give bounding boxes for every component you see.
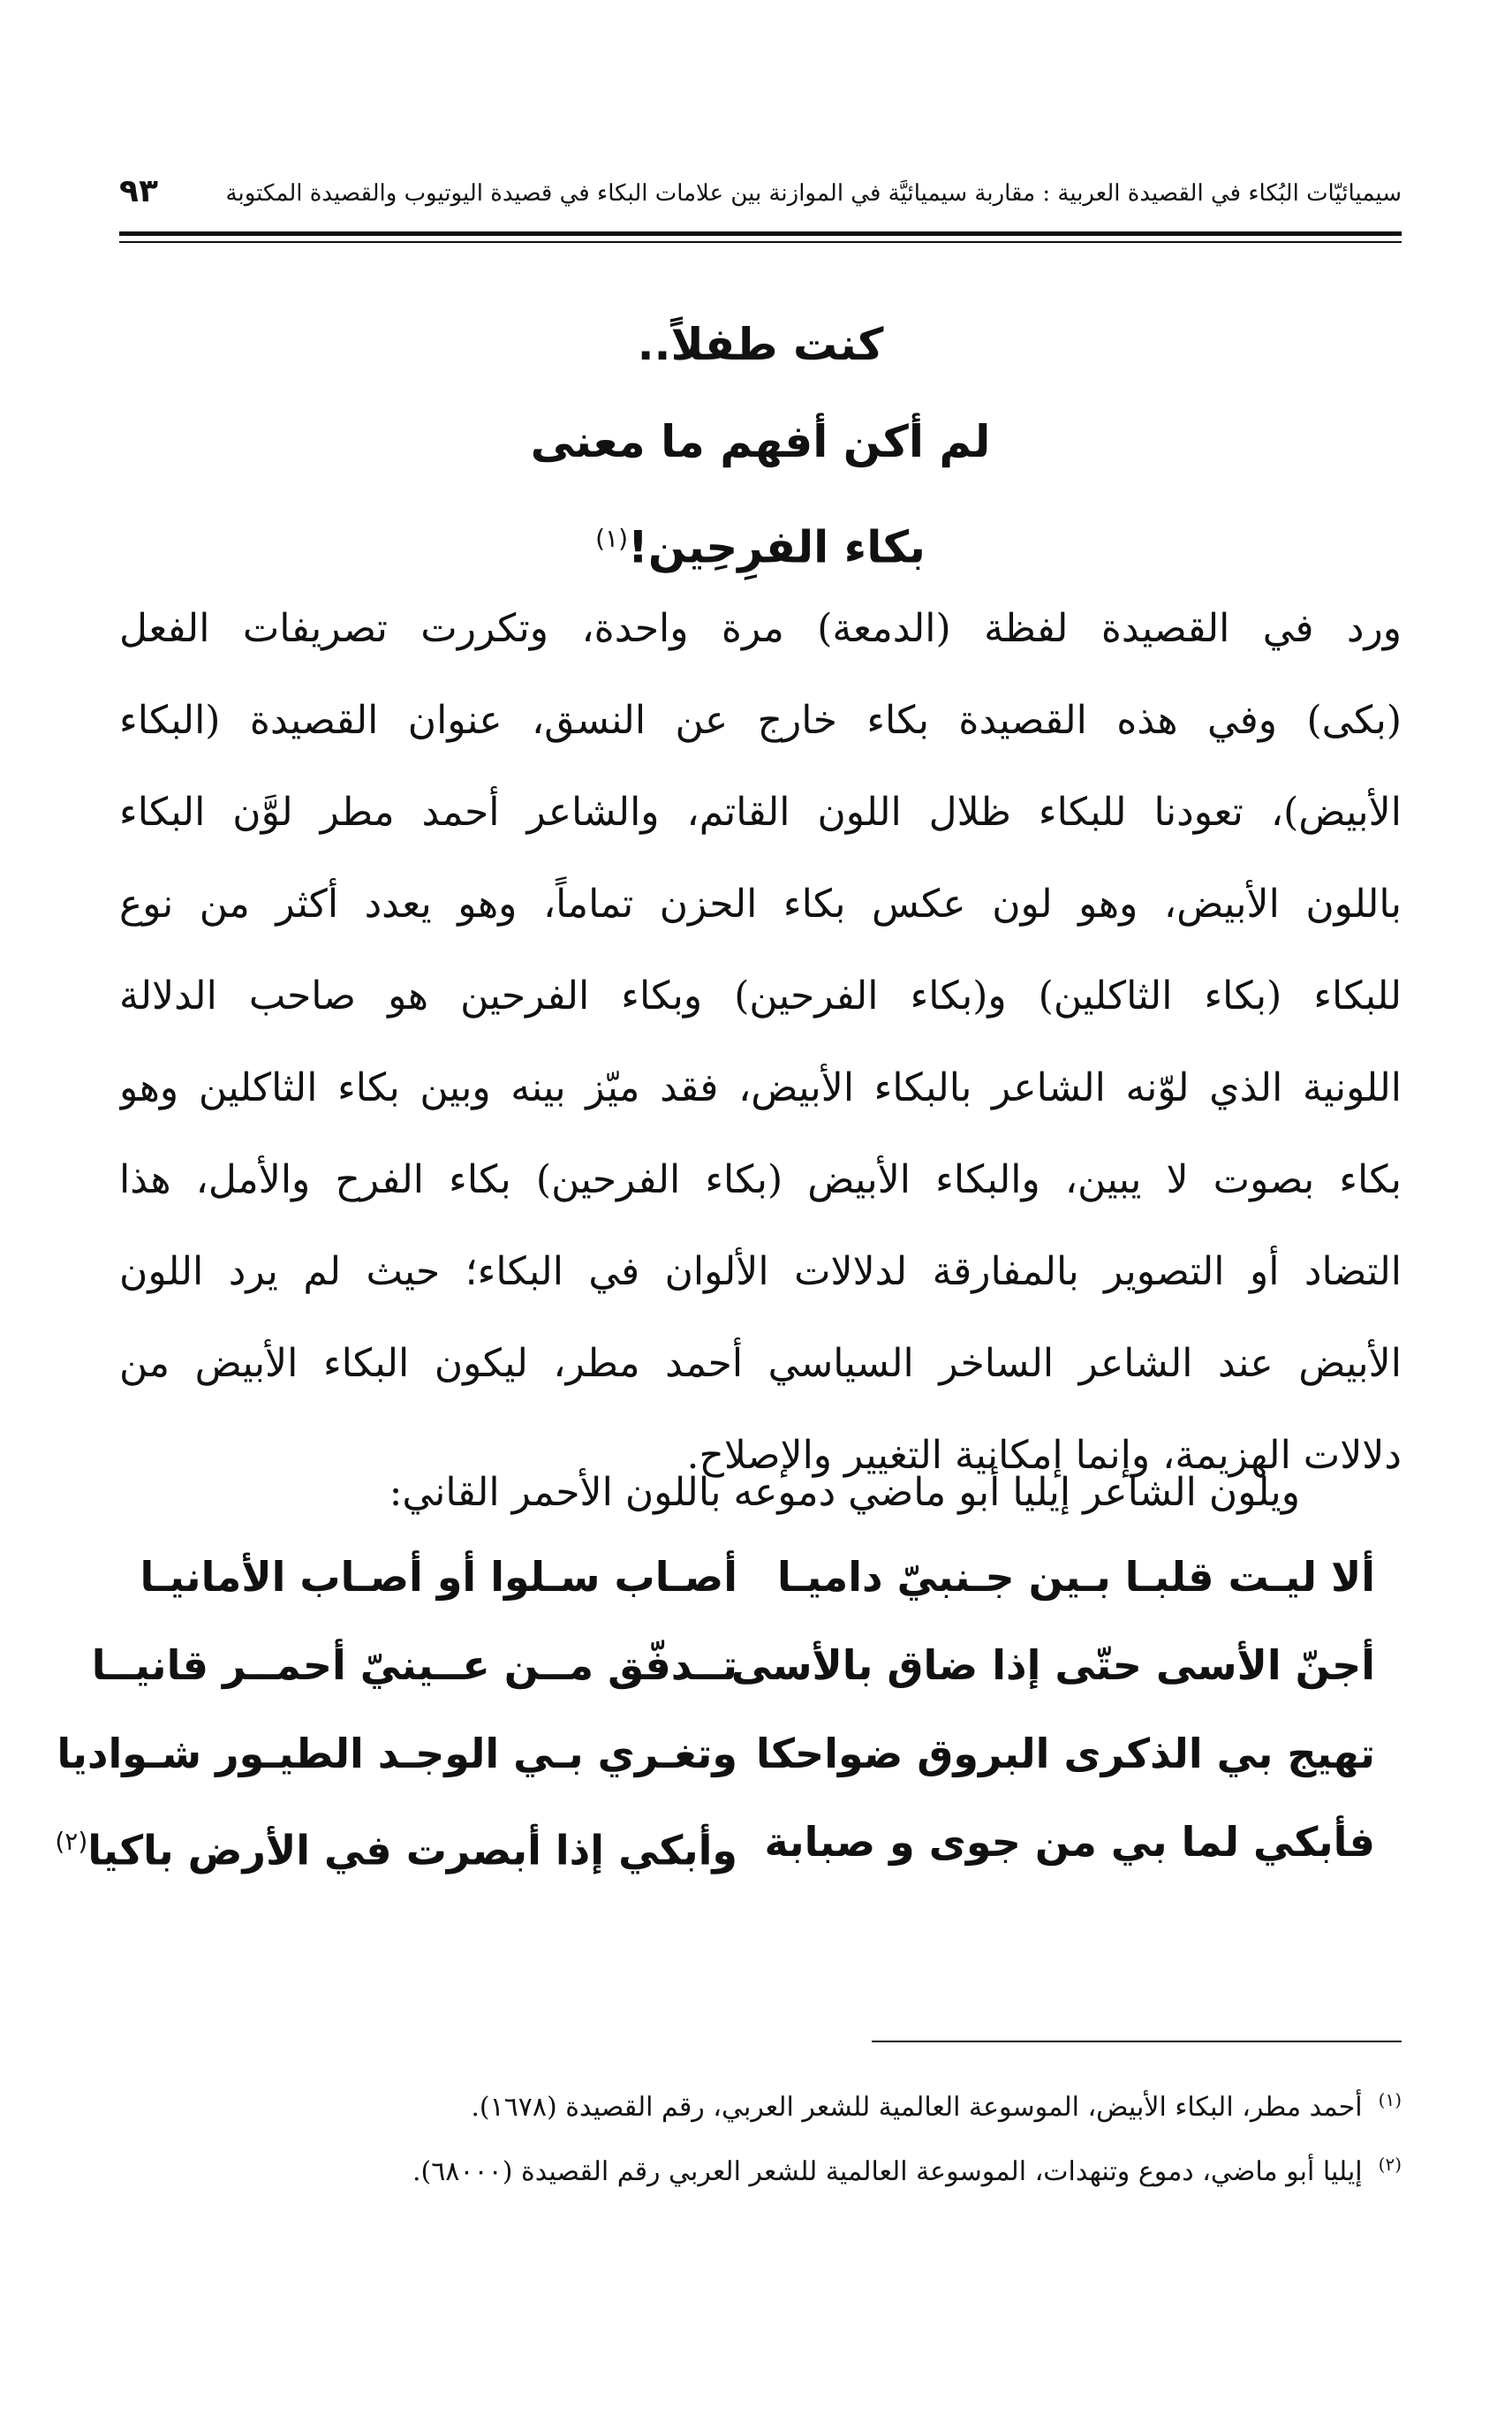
- footnote: [165, 2071, 1402, 2136]
- intro-poem-line: لم أكن أفهم ما معنى: [530, 416, 991, 467]
- page-number: ٩٣: [119, 173, 158, 209]
- footnote-separator: [872, 2041, 1402, 2042]
- intro-poem-line-text: بكاء الفرِحِين!: [628, 521, 926, 573]
- verse-first-hemistich: أجنّ الأسى حتّى إذا ضاق بالأسى: [730, 1641, 1375, 1689]
- body-line: الأبيض عند الشاعر الساخر السياسي أحمد مطر، ليكون البكاء الأبيض من: [119, 1341, 1402, 1386]
- body-line: ورد في القصيدة لفظة (الدمعة) مرة واحدة، وتكررت تصريفات الفعل: [119, 606, 1402, 651]
- verse-first-hemistich: فأبكي لما بي من جوى و صبابة: [764, 1818, 1375, 1866]
- footnotes: [165, 2071, 1402, 2200]
- verse-table: [55, 1541, 1402, 1895]
- footnote-reference: (٢): [55, 1827, 88, 1856]
- verse-row: [91, 1630, 1402, 1718]
- verse-second-hemistich: [91, 1630, 737, 1700]
- body-line: اللونية الذي لوّنه الشاعر بالبكاء الأبيض، فقد ميّز بينه وبين بكاء الثاكلين وهو: [119, 1065, 1402, 1110]
- footnote-reference: (١): [595, 524, 629, 553]
- body-line: التضاد أو التصوير بالمفارقة لدلالات الألوان في البكاء؛ حيث لم يرد اللون: [119, 1249, 1402, 1294]
- header-rule-thin: [119, 241, 1402, 243]
- body-line: دلالات الهزيمة، وإنما إمكانية التغيير والإصلاح.: [686, 1433, 1402, 1478]
- body-line: (بكى) وفي هذه القصيدة بكاء خارج عن النسق، عنوان القصيدة (البكاء: [119, 698, 1402, 743]
- verse-row: [55, 1806, 1402, 1895]
- verse-second-hemistich: [137, 1541, 737, 1612]
- verse-first-hemistich: تهيج بي الذكرى البروق ضواحكا: [756, 1730, 1375, 1777]
- footnote-marker: (١): [1378, 2089, 1402, 2110]
- verse-second-hemistich-text: وأبكي إذا أبصرت في الأرض باكيا: [87, 1826, 737, 1874]
- verse-intro: ويلون الشاعر إيليا أبو ماضي دموعه باللون الأحمر القاني:: [389, 1470, 1300, 1515]
- footnote-text: أحمد مطر، البكاء الأبيض، الموسوعة العالمية للشعر العربي، رقم القصيدة (١٦٧٨).: [471, 2092, 1363, 2123]
- body-line: للبكاء (بكاء الثاكلين) و(بكاء الفرحين) وبكاء الفرحين هو صاحب الدلالة: [119, 973, 1402, 1019]
- intro-poem-line: كنت طفلاً..: [637, 319, 884, 370]
- body-paragraph: [119, 583, 1402, 1502]
- verse-first-hemistich: ألا ليـت قلبـا بـين جـنبيّ داميـا: [777, 1553, 1375, 1601]
- body-line: الأبيض)، تعودنا للبكاء ظلال اللون القاتم، والشاعر أحمد مطر لوَّن البكاء: [119, 790, 1402, 835]
- verse-second-hemistich: [55, 1806, 737, 1885]
- header-rule-thick: [119, 231, 1402, 236]
- intro-poem-line-with-ref: [119, 490, 1402, 587]
- running-header-title: سيميائيّات البُكاء في القصيدة العربية : مقاربة سيميائيَّة في الموازنة بين علامات البكاء في قصيدة اليوتيوب والقصيدة المكتوبة: [225, 180, 1402, 207]
- verse-second-hemistich-text: وتغـري بـي الوجـد الطيـور شـواديا: [57, 1730, 737, 1777]
- footnote-text: إيليا أبو ماضي، دموع وتنهدات، الموسوعة العالمية للشعر العربي رقم القصيدة (٦٨٠٠٠).: [412, 2156, 1363, 2187]
- verse-second-hemistich-text: تــدفّق مــن عــينيّ أحمــر قانيــا: [91, 1641, 737, 1689]
- footnote: [165, 2136, 1402, 2200]
- body-line: باللون الأبيض، وهو لون عكس بكاء الحزن تماماً، وهو يعدد أكثر من نوع: [119, 882, 1402, 927]
- running-header: [119, 173, 1402, 216]
- verse-second-hemistich-text: أصـاب سـلوا أو أصـاب الأمانيـا: [140, 1553, 737, 1601]
- verse-second-hemistich: [57, 1718, 737, 1789]
- verse-row: [119, 1541, 1402, 1630]
- body-line: بكاء بصوت لا يبين، والبكاء الأبيض (بكاء الفرحين) بكاء الفرح والأمل، هذا: [119, 1157, 1402, 1202]
- verse-row: [57, 1718, 1402, 1806]
- intro-poem: [119, 296, 1402, 587]
- footnote-marker: (٢): [1378, 2154, 1402, 2175]
